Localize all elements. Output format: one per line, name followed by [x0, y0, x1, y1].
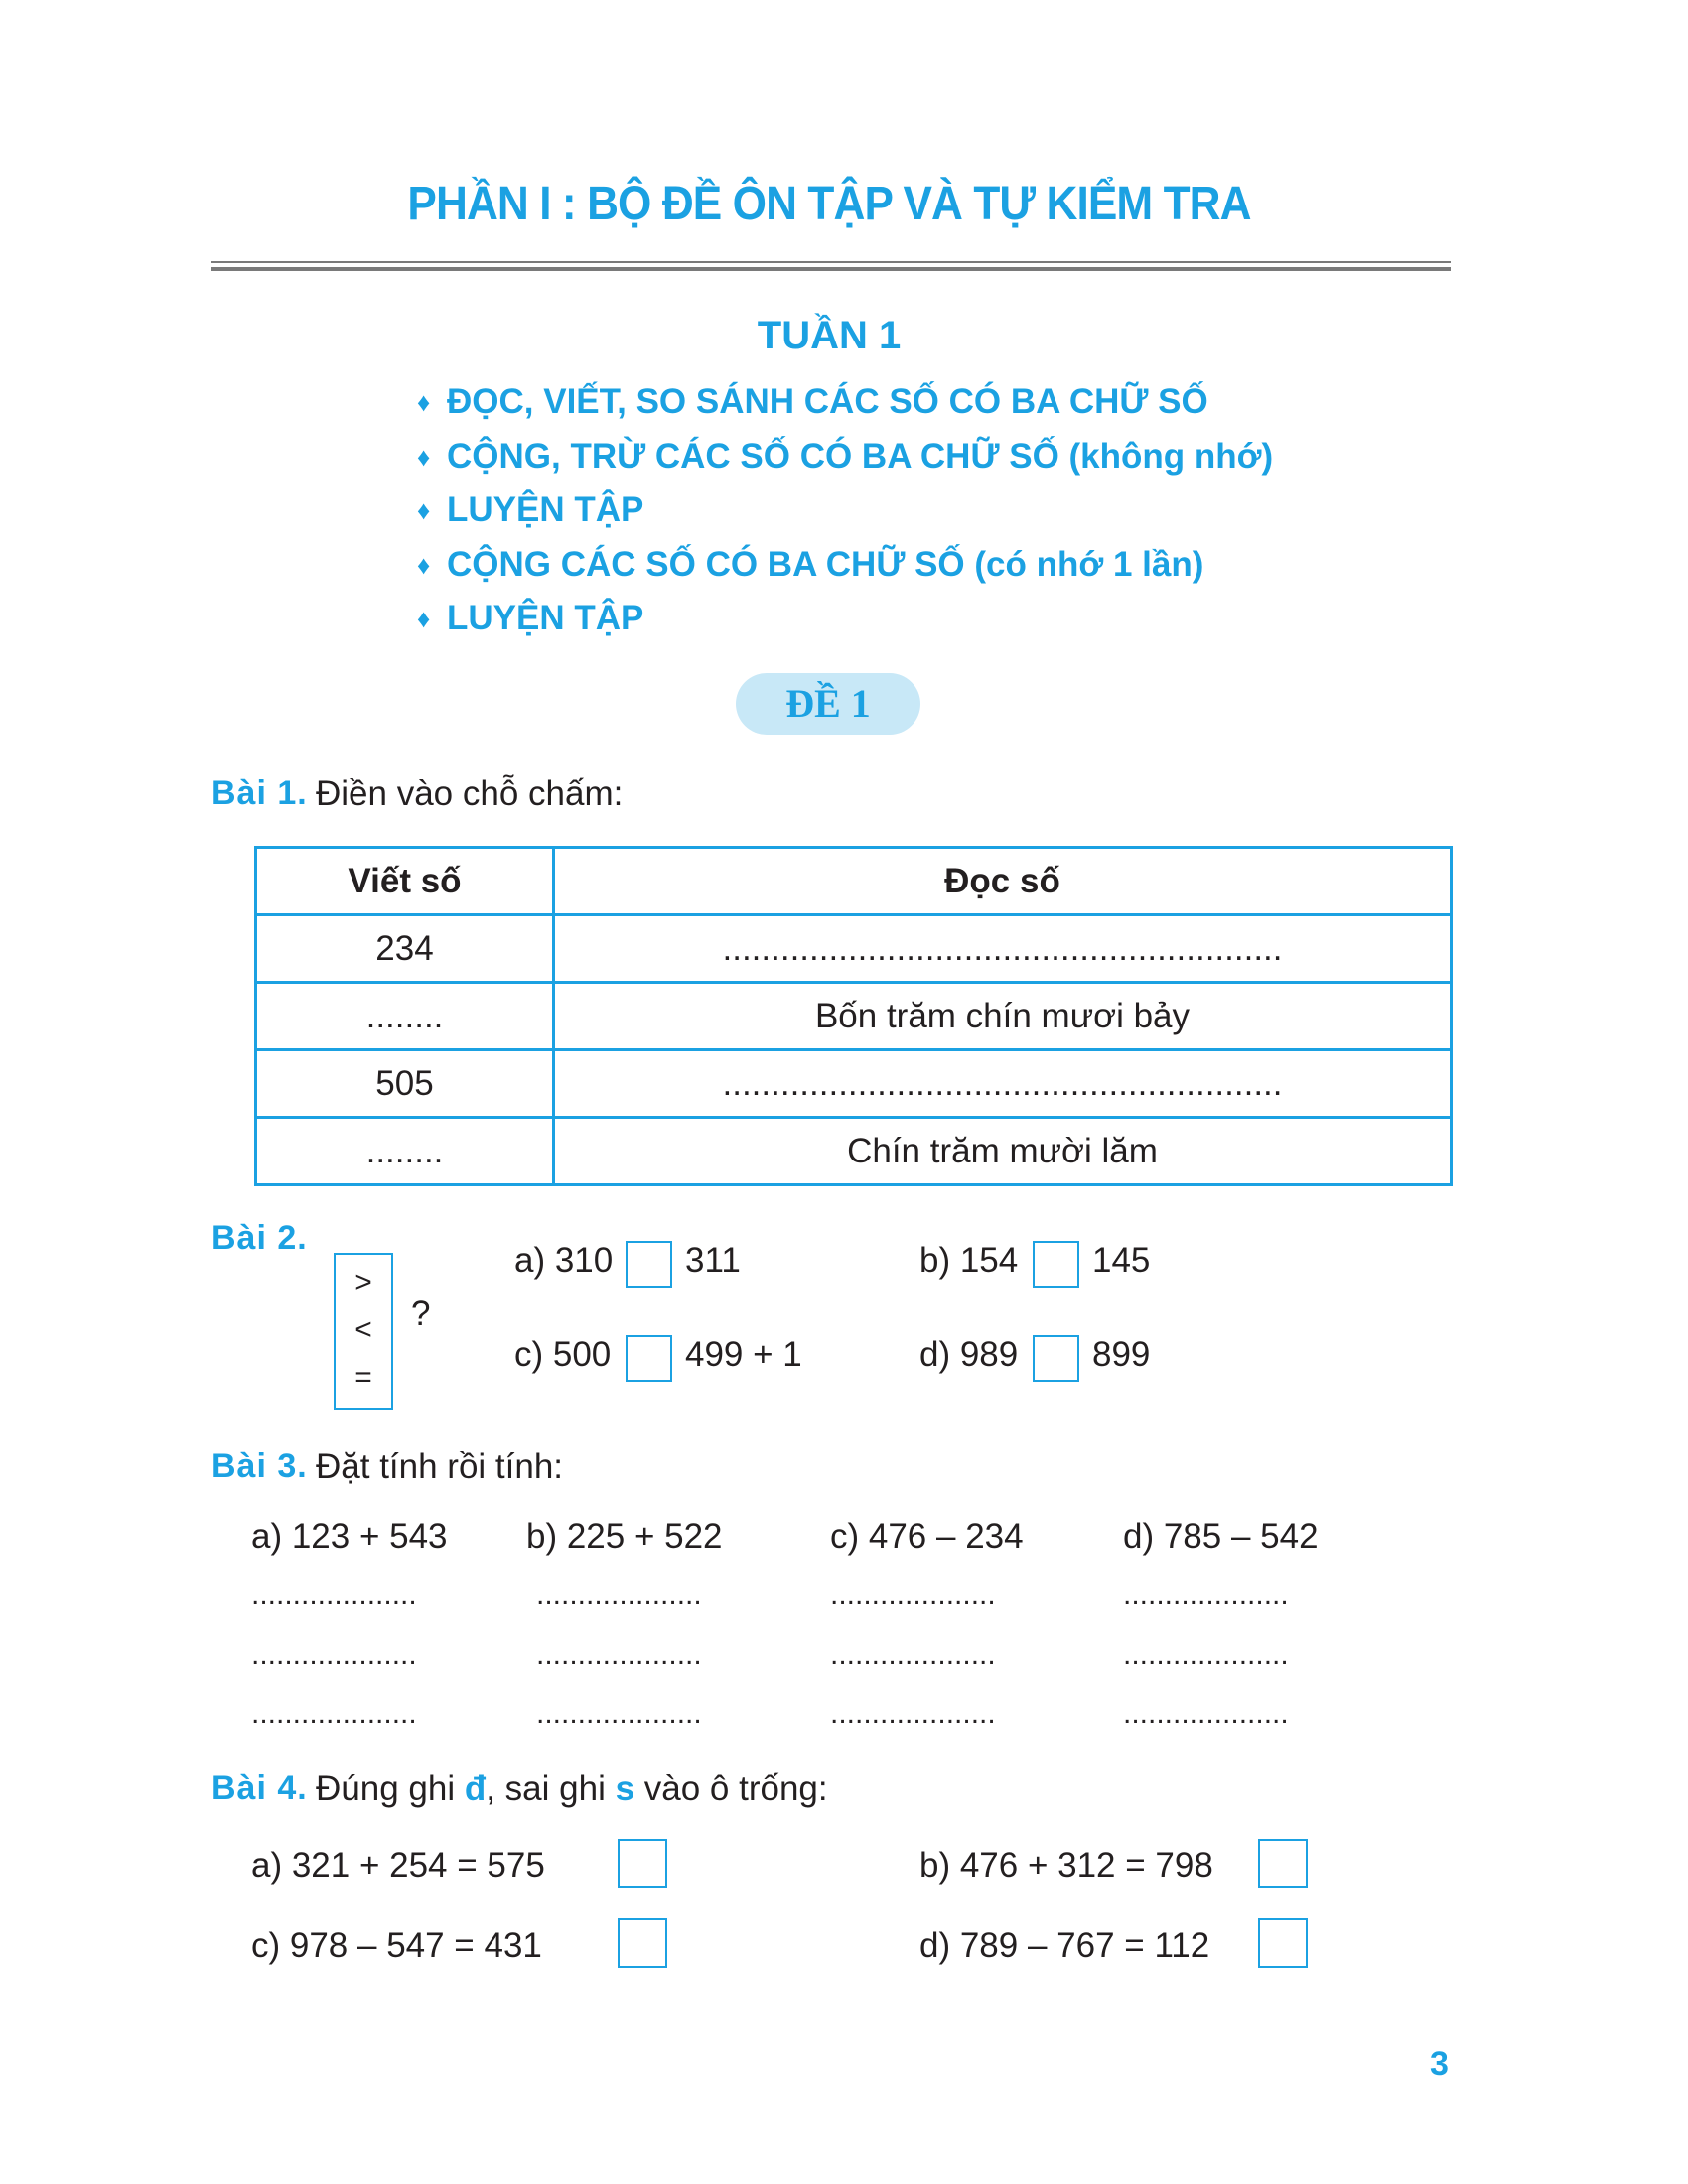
answer-box[interactable]	[1258, 1918, 1308, 1968]
question-mark: ?	[411, 1295, 431, 1333]
table-cell: Chín trăm mười lăm	[554, 1118, 1452, 1185]
answer-box[interactable]	[1033, 1241, 1079, 1288]
exam-badge: ĐỀ 1	[736, 673, 920, 735]
header-rule-thin	[211, 261, 1451, 263]
table-cell: 234	[256, 915, 554, 983]
number-table	[254, 846, 1453, 1186]
bai3-item-d: d) 785 – 542	[1123, 1517, 1319, 1556]
comparison-symbols-box	[334, 1253, 393, 1410]
table-cell: 505	[256, 1050, 554, 1118]
bai4-item-c: c) 978 – 547 = 431	[251, 1926, 542, 1965]
bai2-item-b-right: 145	[1092, 1241, 1151, 1280]
table-cell: ..........................................................	[554, 1050, 1452, 1118]
bai3-item-c: c) 476 – 234	[830, 1517, 1024, 1556]
bai2-item-a-left: a) 310	[514, 1241, 614, 1280]
diamond-bullet-icon: ♦	[417, 604, 431, 633]
page-number: 3	[1430, 2045, 1449, 2083]
diamond-bullet-icon: ♦	[417, 387, 431, 417]
diamond-bullet-icon: ♦	[417, 441, 431, 472]
bai2-item-b-left: b) 154	[919, 1241, 1019, 1280]
answer-box[interactable]	[626, 1335, 672, 1382]
table-row	[256, 1050, 1452, 1118]
table-row	[256, 983, 1452, 1050]
bai1-label: Bài 1.	[211, 774, 308, 812]
answer-box[interactable]	[1258, 1839, 1308, 1888]
false-mark: s	[615, 1769, 635, 1808]
diamond-bullet-icon: ♦	[417, 495, 431, 525]
topic-item: ♦ CỘNG CÁC SỐ CÓ BA CHỮ SỐ (có nhớ 1 lần)	[417, 538, 1273, 593]
work-line: ....................	[830, 1578, 996, 1611]
symbol-less: <	[354, 1313, 372, 1346]
answer-box[interactable]	[618, 1839, 667, 1888]
bai3-item-a: a) 123 + 543	[251, 1517, 448, 1556]
work-line: ....................	[536, 1578, 702, 1611]
table-row	[256, 1118, 1452, 1185]
diamond-bullet-icon: ♦	[417, 549, 431, 580]
topic-item: ♦ LUYỆN TẬP	[417, 483, 1273, 538]
table-cell: ..........................................................	[554, 915, 1452, 983]
work-line: ....................	[830, 1698, 996, 1730]
table-cell: Bốn trăm chín mươi bảy	[554, 983, 1452, 1050]
symbol-greater: >	[354, 1266, 372, 1298]
part-title: PHẦN I : BỘ ĐỀ ÔN TẬP VÀ TỰ KIỂM TRA	[407, 178, 1251, 230]
topic-item: ♦ LUYỆN TẬP	[417, 592, 1273, 646]
bai2-item-c-right: 499 + 1	[685, 1335, 802, 1374]
bai4-instruction: Đúng ghi đ, sai ghi s vào ô trống:	[316, 1769, 828, 1808]
bai4-label: Bài 4.	[211, 1769, 308, 1807]
work-line: ....................	[1123, 1578, 1289, 1611]
work-line: ....................	[1123, 1638, 1289, 1671]
table-row	[256, 915, 1452, 983]
answer-box[interactable]	[1033, 1335, 1079, 1382]
bai2-item-a-right: 311	[685, 1241, 741, 1280]
table-cell: ........	[256, 983, 554, 1050]
header-rule-thick	[211, 267, 1451, 271]
bai4-item-b: b) 476 + 312 = 798	[919, 1846, 1213, 1885]
table-header-read: Đọc số	[554, 848, 1452, 915]
bai2-item-c-left: c) 500	[514, 1335, 612, 1374]
bai1-instruction: Điền vào chỗ chấm:	[316, 774, 624, 813]
table-header-write: Viết số	[256, 848, 554, 915]
week-title: TUẦN 1	[757, 314, 902, 357]
work-line: ....................	[1123, 1698, 1289, 1730]
topic-list	[417, 375, 1273, 646]
topic-item: ♦ ĐỌC, VIẾT, SO SÁNH CÁC SỐ CÓ BA CHỮ SỐ	[417, 375, 1273, 430]
bai2-item-d-right: 899	[1092, 1335, 1151, 1374]
symbol-equal: =	[354, 1361, 372, 1394]
work-line: ....................	[251, 1638, 417, 1671]
work-line: ....................	[536, 1638, 702, 1671]
work-line: ....................	[251, 1698, 417, 1730]
answer-box[interactable]	[618, 1918, 667, 1968]
bai4-item-d: d) 789 – 767 = 112	[919, 1926, 1210, 1965]
work-line: ....................	[830, 1638, 996, 1671]
work-line: ....................	[251, 1578, 417, 1611]
work-line: ....................	[536, 1698, 702, 1730]
bai4-item-a: a) 321 + 254 = 575	[251, 1846, 545, 1885]
answer-box[interactable]	[626, 1241, 672, 1288]
bai2-item-d-left: d) 989	[919, 1335, 1019, 1374]
topic-item: ♦ CỘNG, TRỪ CÁC SỐ CÓ BA CHỮ SỐ (không nhớ)	[417, 430, 1273, 484]
bai3-item-b: b) 225 + 522	[526, 1517, 723, 1556]
table-cell: ........	[256, 1118, 554, 1185]
true-mark: đ	[464, 1769, 487, 1808]
bai3-instruction: Đặt tính rồi tính:	[316, 1447, 564, 1486]
bai3-label: Bài 3.	[211, 1447, 308, 1485]
bai2-label: Bài 2.	[211, 1219, 308, 1257]
